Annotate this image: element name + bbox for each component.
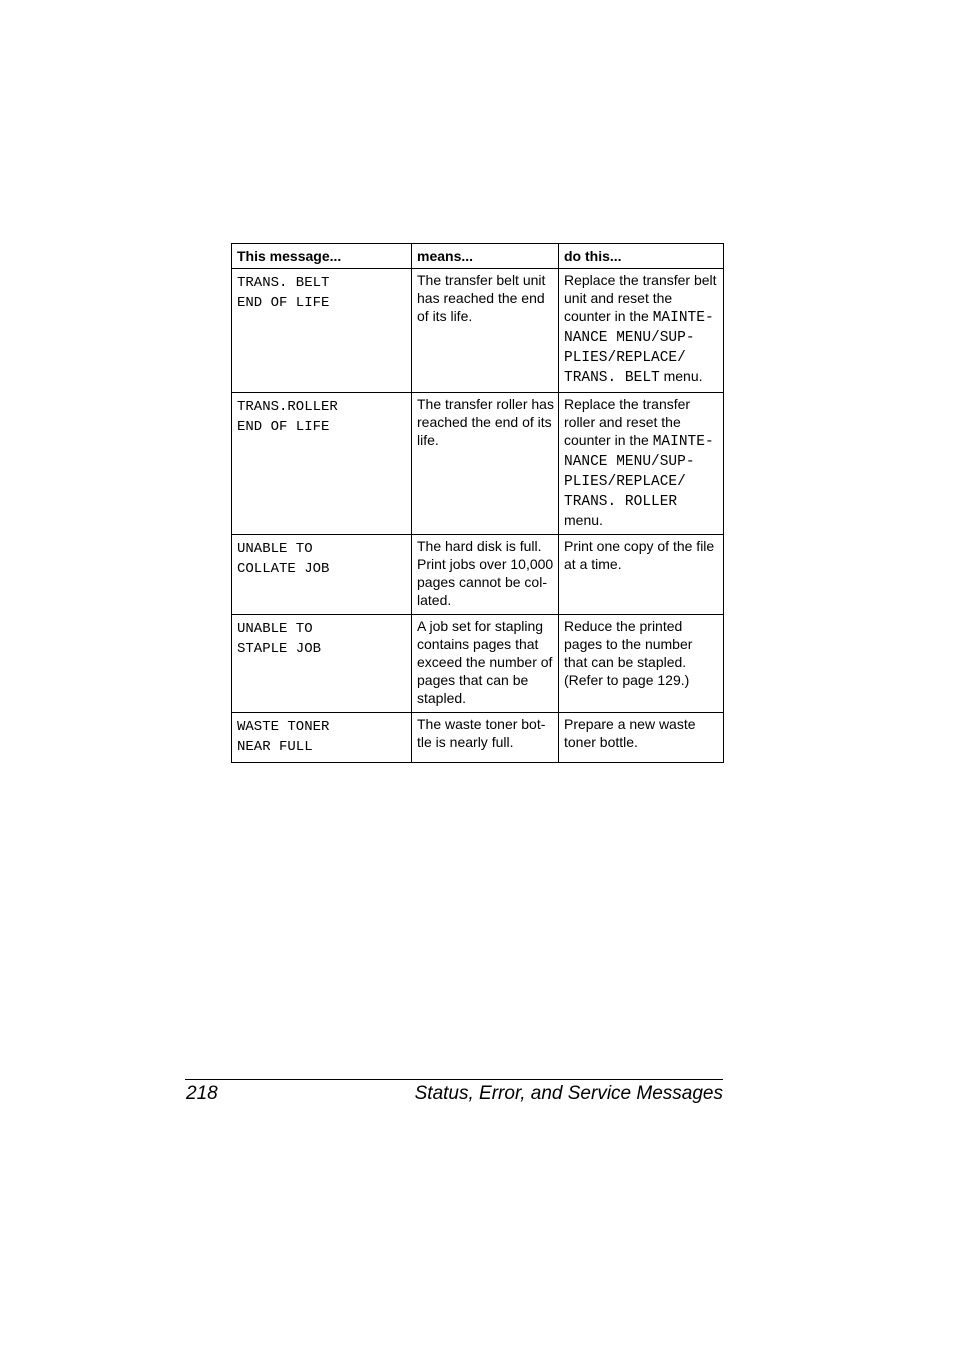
means-cell: The transfer roller has reached the end of its life. xyxy=(412,393,559,535)
do-this-text: Reduce the printed pages to the number that can be stapled. (Refer to page 129.) xyxy=(564,618,693,688)
menu-path: MAINTE-NANCE MENU/SUP-PLIES/REPLACE/ TRANS. BELT xyxy=(564,310,714,386)
message-cell xyxy=(232,269,412,393)
means-cell: The waste toner bot-tle is nearly full. xyxy=(412,713,559,763)
do-this-cell xyxy=(559,393,724,535)
message-line: STAPLE JOB xyxy=(237,640,322,657)
message-line: UNABLE TO xyxy=(237,541,313,557)
do-this-cell xyxy=(559,615,724,713)
table-row xyxy=(232,393,724,535)
status-messages-table xyxy=(231,243,724,763)
message-line: END OF LIFE xyxy=(237,294,330,311)
table-row xyxy=(232,615,724,713)
message-line: UNABLE TO xyxy=(237,621,313,637)
header-this-message: This message... xyxy=(232,244,412,269)
header-means: means... xyxy=(412,244,559,269)
message-cell xyxy=(232,713,412,763)
section-title: Status, Error, and Service Messages xyxy=(414,1083,723,1104)
do-this-text: Prepare a new waste toner bottle. xyxy=(564,716,696,750)
do-this-text: menu. xyxy=(564,512,603,528)
footer-divider xyxy=(185,1079,723,1080)
message-line: NEAR FULL xyxy=(237,738,313,755)
do-this-text: Replace the transfer roller and reset the counter in the xyxy=(564,396,691,448)
message-line: TRANS. BELT xyxy=(237,275,330,291)
do-this-cell xyxy=(559,535,724,615)
message-cell xyxy=(232,393,412,535)
message-cell xyxy=(232,535,412,615)
message-line: END OF LIFE xyxy=(237,418,330,435)
table-row xyxy=(232,535,724,615)
do-this-text: Print one copy of the file at a time. xyxy=(564,538,715,572)
message-line: WASTE TONER xyxy=(237,719,330,735)
do-this-cell xyxy=(559,713,724,763)
means-cell: A job set for stapling contains pages that exceed the number of pages that can be stapled. xyxy=(412,615,559,713)
header-do-this: do this... xyxy=(559,244,724,269)
do-this-text: Replace the transfer belt unit and reset the counter in the xyxy=(564,272,717,324)
message-line: COLLATE JOB xyxy=(237,560,330,577)
message-line: TRANS.ROLLER xyxy=(237,399,338,415)
means-cell: The hard disk is full. Print jobs over 10,000 pages cannot be col-lated. xyxy=(412,535,559,615)
means-cell: The transfer belt unit has reached the end of its life. xyxy=(412,269,559,393)
table-header-row xyxy=(232,244,724,269)
message-cell xyxy=(232,615,412,713)
do-this-cell xyxy=(559,269,724,393)
do-this-text: menu. xyxy=(659,368,703,384)
table-row xyxy=(232,713,724,763)
page-number: 218 xyxy=(186,1083,218,1104)
menu-path: MAINTE-NANCE MENU/SUP-PLIES/REPLACE/ TRANS. ROLLER xyxy=(564,434,714,510)
table-row xyxy=(232,269,724,393)
